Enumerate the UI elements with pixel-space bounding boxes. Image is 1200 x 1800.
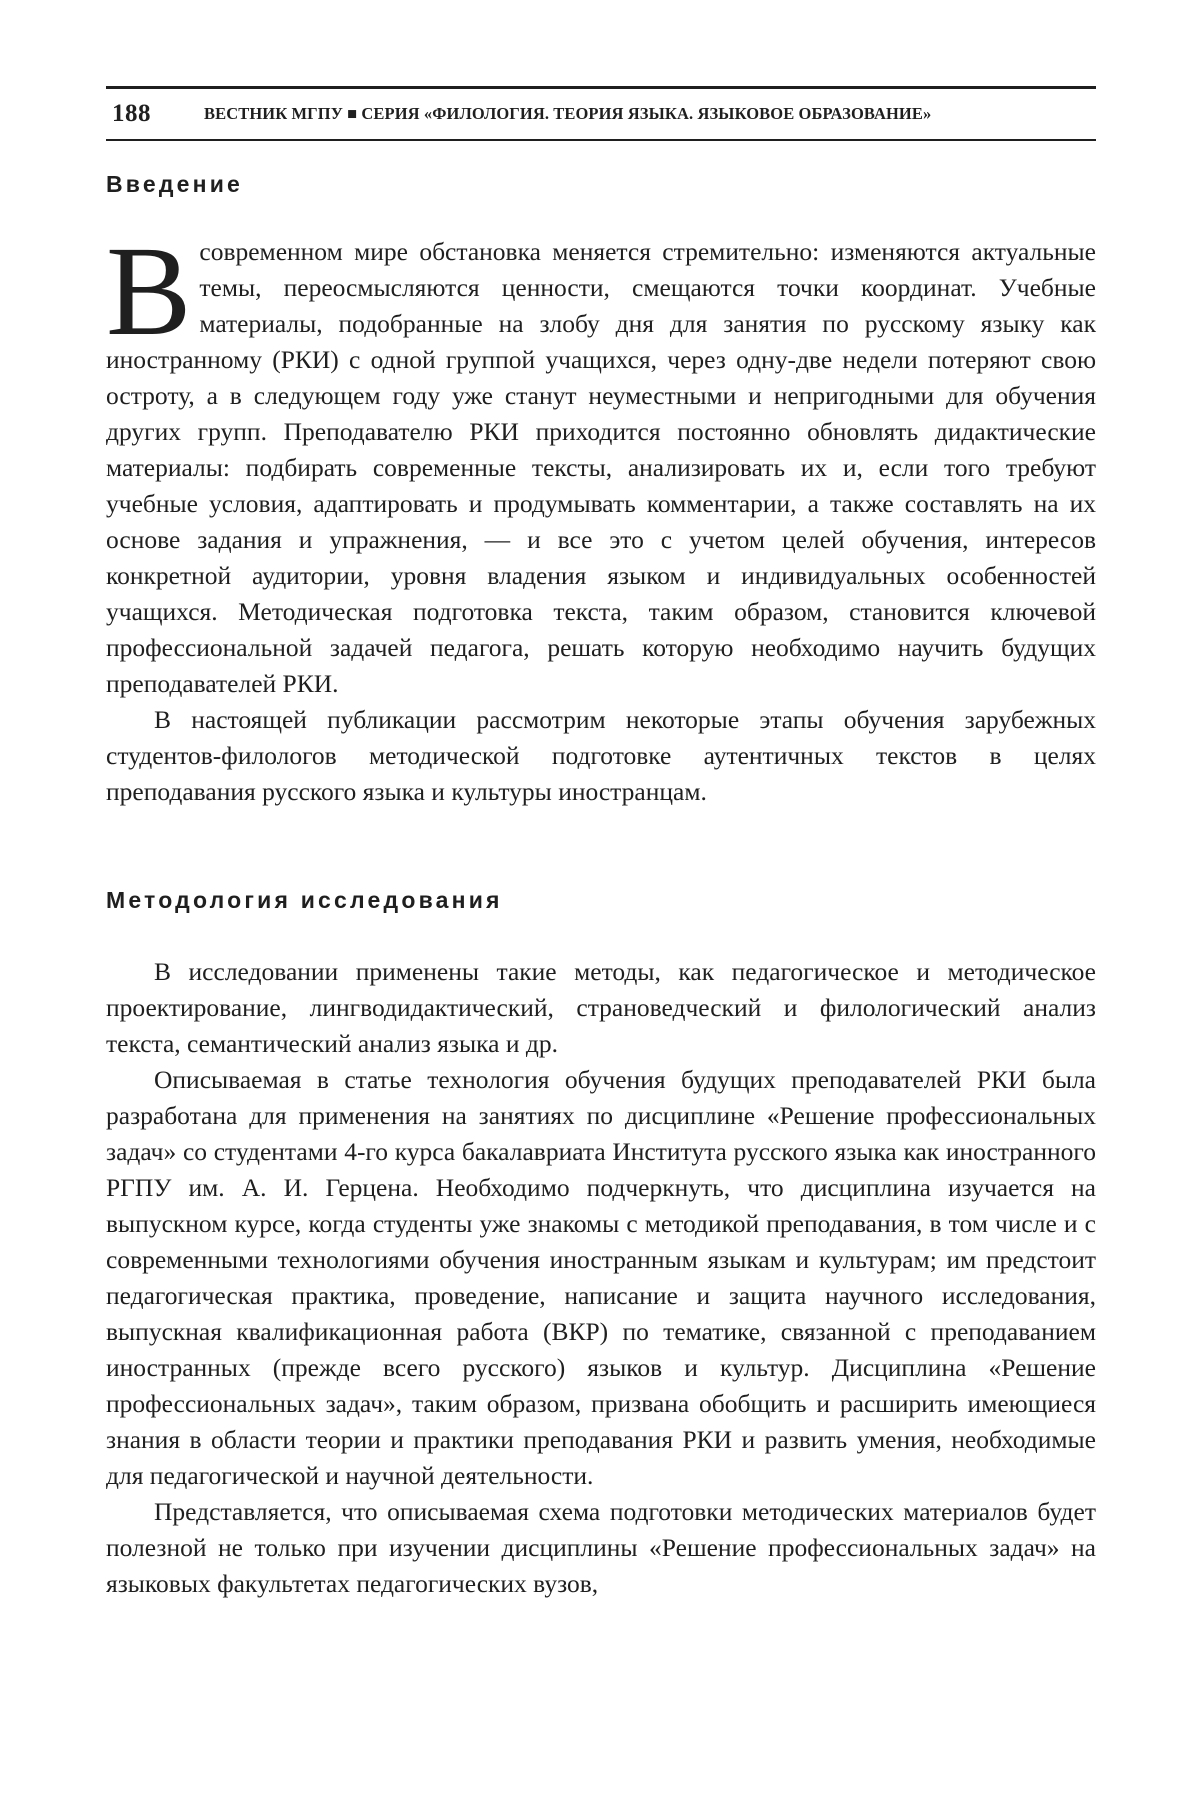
methods-paragraph-3: Представляется, что описываемая схема подготовки методических материалов будет полезной не только при изучении дисциплины «Решение профессиональных задач» на языковых факультетах педагогических вузов, [106, 1494, 1096, 1602]
introduction-body [106, 234, 1096, 810]
intro-paragraph-2: В настоящей публикации рассмотрим некоторые этапы обучения зарубежных студентов-филологов методической подготовке аутентичных текстов в целях преподавания русского языка и культуры иностранцам. [106, 702, 1096, 810]
journal-title: ВЕСТНИК МГПУ ■ СЕРИЯ «ФИЛОЛОГИЯ. ТЕОРИЯ ЯЗЫКА. ЯЗЫКОВОЕ ОБРАЗОВАНИЕ» [204, 104, 931, 124]
page-number: 188 [106, 100, 204, 128]
methodology-body [106, 954, 1096, 1602]
running-header [106, 86, 1096, 141]
methods-paragraph-1: В исследовании применены такие методы, как педагогическое и методическое проектирование, лингводидактический, страноведческий и филологический анализ текста, семантический анализ языка и др. [106, 954, 1096, 1062]
methods-paragraph-2: Описываемая в статье технология обучения будущих преподавателей РКИ была разработана для применения на занятиях по дисциплине «Решение профессиональных задач» со студентами 4-го курса бакалавриата Института русского языка как иностранного РГПУ им. А. И. Герцена. Необходимо подчеркнуть, что дисциплина изучается на выпускном курсе, когда студенты уже знакомы с методикой преподавания, в том числе и с современными технологиями обучения иностранным языкам и культурам; им предстоит педагогическая практика, проведение, написание и защита научного исследования, выпускная квалификационная работа (ВКР) по тематике, связанной с преподаванием иностранных (прежде всего русского) языков и культур. Дисциплина «Решение профессиональных задач», таким образом, призвана обобщить и расширить имеющиеся знания в области теории и практики преподавания РКИ и развить умения, необходимые для педагогической и научной деятельности. [106, 1062, 1096, 1494]
intro-paragraph-1 [106, 234, 1096, 702]
intro-paragraph-1-text: современном мире обстановка меняется стремительно: изменяются актуальные темы, переосмысляются ценности, смещаются точки координат. Учебные материалы, подобранные на злобу дня для занятия по русскому языку как иностранному (РКИ) с одной группой учащихся, через одну-две недели потеряют свою остроту, а в следующем году уже станут неуместными и непригодными для обучения других групп. Преподавателю РКИ приходится постоянно обновлять дидактические материалы: подбирать современные тексты, анализировать их и, если того требуют учебные условия, адаптировать и продумывать комментарии, а также составлять на их основе задания и упражнения, — и все это с учетом целей обучения, интересов конкретной аудитории, уровня владения языком и индивидуальных особенностей учащихся. Методическая подготовка текста, таким образом, становится ключевой профессиональной задачей педагога, решать которую необходимо научить будущих преподавателей РКИ. [106, 237, 1096, 698]
journal-page [106, 86, 1096, 1602]
drop-cap: В [106, 242, 191, 340]
section-heading-introduction: Введение [106, 171, 1096, 198]
section-heading-methodology: Методология исследования [106, 887, 1096, 914]
